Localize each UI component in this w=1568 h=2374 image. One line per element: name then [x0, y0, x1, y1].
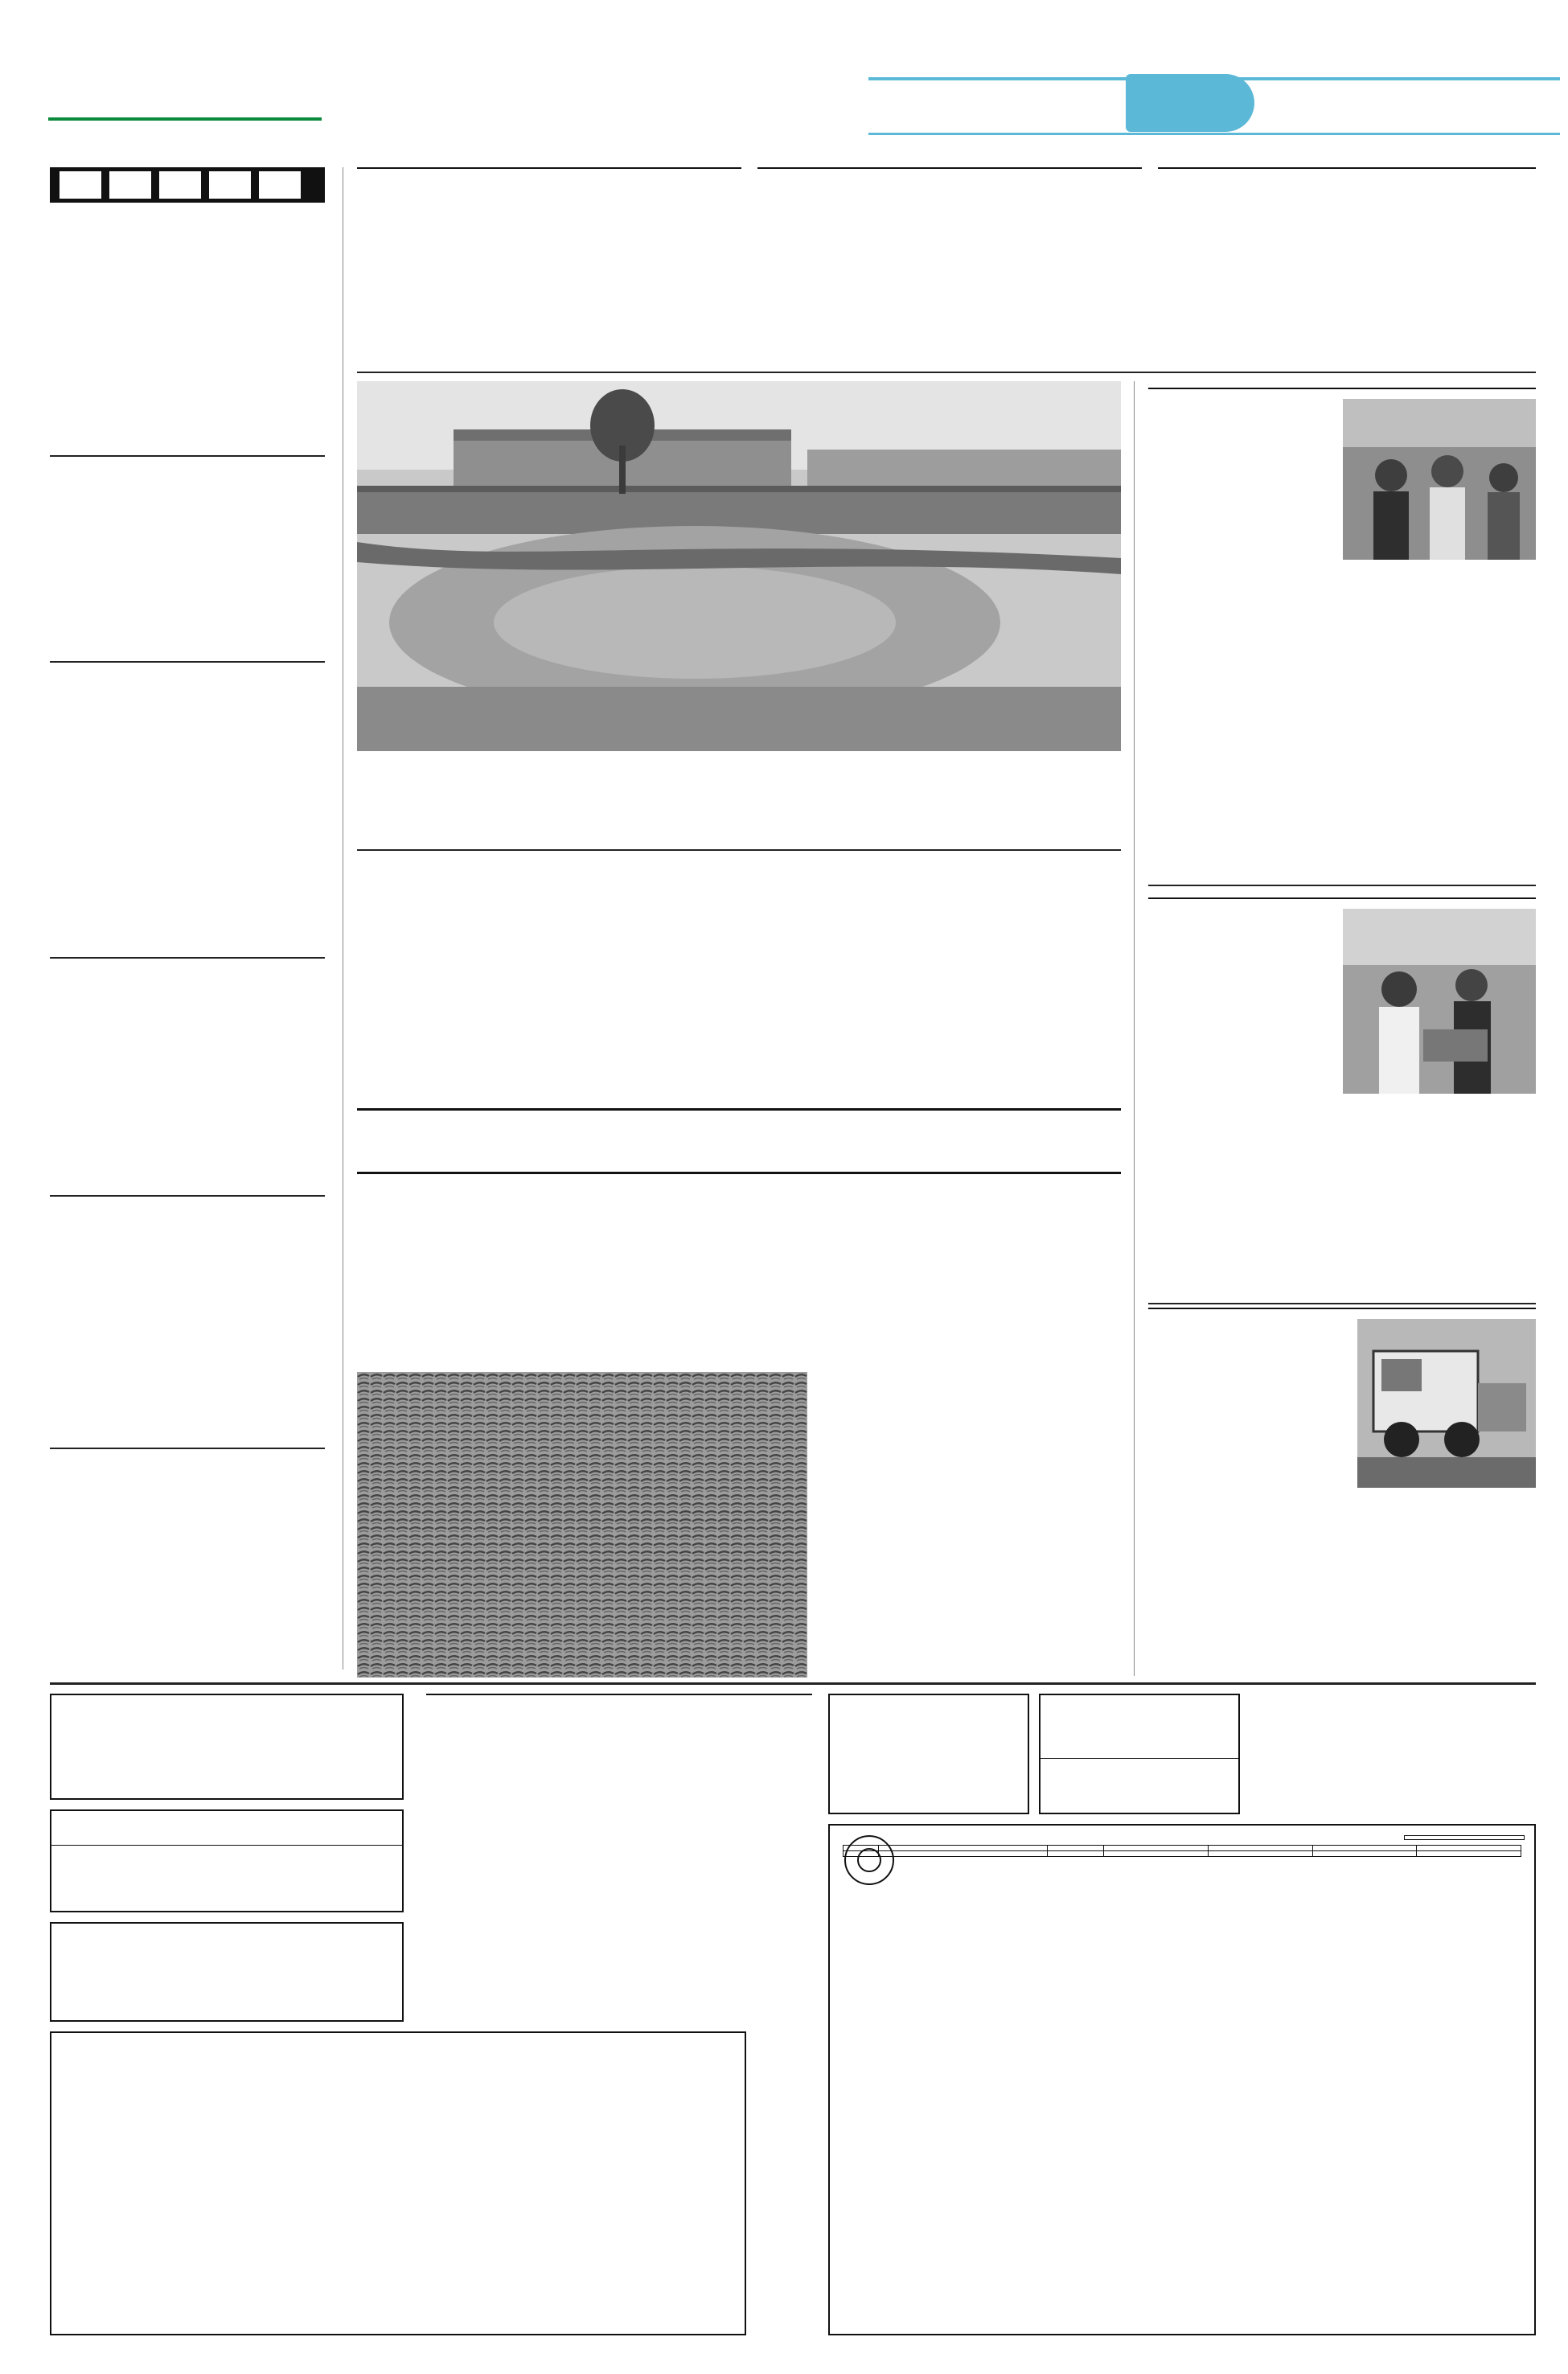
lead-body-column — [357, 1184, 600, 1361]
section-rule — [50, 1682, 1536, 1685]
lead-pullquote — [357, 1108, 1121, 1174]
right-story-body — [1148, 906, 1333, 1211]
ad-land — [1039, 1694, 1240, 1814]
tender-col-header — [1208, 1846, 1312, 1851]
ekpolok-body — [50, 669, 325, 906]
ekpolok-header — [50, 167, 325, 203]
ad-phone — [1041, 1758, 1238, 1759]
ad-body — [1041, 1695, 1238, 1758]
top-story-body — [1158, 174, 1536, 302]
ekpolok-column — [50, 216, 325, 1670]
ad-body — [830, 1695, 1028, 1777]
ekpolok-body — [50, 965, 325, 1134]
masthead-rule-blue — [868, 77, 1560, 80]
tender-col-header — [879, 1846, 1048, 1851]
tender-table-row — [844, 1851, 1521, 1857]
ad-contact — [51, 1845, 402, 1874]
top-story-headline — [1158, 167, 1536, 169]
tender-cell — [1417, 1851, 1521, 1857]
ekpolok-item — [50, 216, 325, 457]
lead-body-column — [357, 875, 600, 1103]
right-story-headline — [1148, 1308, 1536, 1309]
ekpolok-body — [50, 216, 325, 399]
chili-body — [820, 1507, 1121, 1668]
fire-body — [426, 1700, 812, 1941]
ekpolok-item — [50, 1456, 325, 1666]
ad-canada — [50, 1694, 404, 1800]
masthead — [0, 0, 1568, 161]
lead-photo — [357, 381, 1121, 751]
top-story-body — [357, 174, 741, 302]
top-story-body — [757, 174, 1142, 302]
tender-govt-label — [1404, 1835, 1525, 1840]
tender-col-header — [1417, 1846, 1521, 1851]
right-story-photo — [1343, 399, 1536, 560]
ekpolok-letter — [209, 171, 251, 199]
ad-notice — [50, 1922, 404, 2022]
right-story-headline — [1148, 381, 1536, 389]
page-number-badge — [1126, 74, 1254, 132]
ad-medical — [50, 2031, 746, 2335]
ad-invest — [50, 1809, 404, 1912]
tender-col-header — [1048, 1846, 1104, 1851]
masthead-rule-dark — [868, 133, 1560, 135]
ad-body — [51, 1695, 402, 1731]
top-story — [357, 167, 741, 368]
chili-photo — [357, 1372, 807, 1678]
fire-subheadline — [426, 1694, 812, 1695]
tender-cell — [1048, 1851, 1104, 1857]
ad-rent — [828, 1694, 1029, 1814]
ekpolok-item — [50, 965, 325, 1197]
section-rule — [357, 372, 1536, 373]
ekpolok-letter — [109, 171, 151, 199]
ad-body — [51, 1811, 402, 1845]
right-story — [1148, 1308, 1536, 1676]
masthead-underline — [48, 117, 322, 121]
ad-construction-box — [757, 2031, 820, 2039]
lead-body-column — [878, 856, 1121, 1103]
right-story-photo — [1357, 1319, 1536, 1488]
ekpolok-body — [50, 1203, 325, 1372]
ekpolok-body — [50, 1456, 325, 1607]
right-story-body — [1148, 1316, 1348, 1621]
lead-body-column — [619, 856, 862, 1103]
lead-body-column — [878, 1184, 1121, 1361]
right-story-body — [1148, 399, 1327, 785]
tender-col-header — [1312, 1846, 1417, 1851]
ekpolok-letter — [159, 171, 201, 199]
tender-table-header — [844, 1846, 1521, 1851]
tender-notice — [828, 1824, 1536, 2335]
right-story-photo — [1343, 909, 1536, 1094]
right-story — [1148, 891, 1536, 1293]
ad-body — [51, 2033, 745, 2152]
column-divider — [1134, 381, 1135, 1676]
ekpolok-item — [50, 669, 325, 959]
tender-cell — [1104, 1851, 1209, 1857]
tender-cell — [1312, 1851, 1417, 1857]
ekpolok-letter — [259, 171, 301, 199]
right-story — [1148, 381, 1536, 880]
top-story-headline — [757, 167, 1142, 169]
fire-story — [426, 1694, 812, 2023]
tender-table — [843, 1845, 1521, 1857]
lead-rule — [357, 849, 1121, 851]
kcc-emblem-icon — [844, 1835, 894, 1885]
ekpolok-body — [50, 463, 325, 582]
tender-cell — [1208, 1851, 1312, 1857]
top-story — [1158, 167, 1536, 368]
ekpolok-letter — [60, 171, 101, 199]
tender-cell — [879, 1851, 1048, 1857]
ekpolok-item — [50, 1203, 325, 1449]
ekpolok-item — [50, 463, 325, 663]
section-rule — [1148, 1303, 1536, 1304]
top-story-headline — [357, 167, 741, 169]
right-story-headline — [1148, 891, 1536, 899]
section-rule — [1148, 885, 1536, 886]
lead-body-column — [619, 1184, 862, 1361]
ad-body — [51, 1924, 402, 1985]
top-story — [757, 167, 1142, 368]
tender-col-header — [1104, 1846, 1209, 1851]
